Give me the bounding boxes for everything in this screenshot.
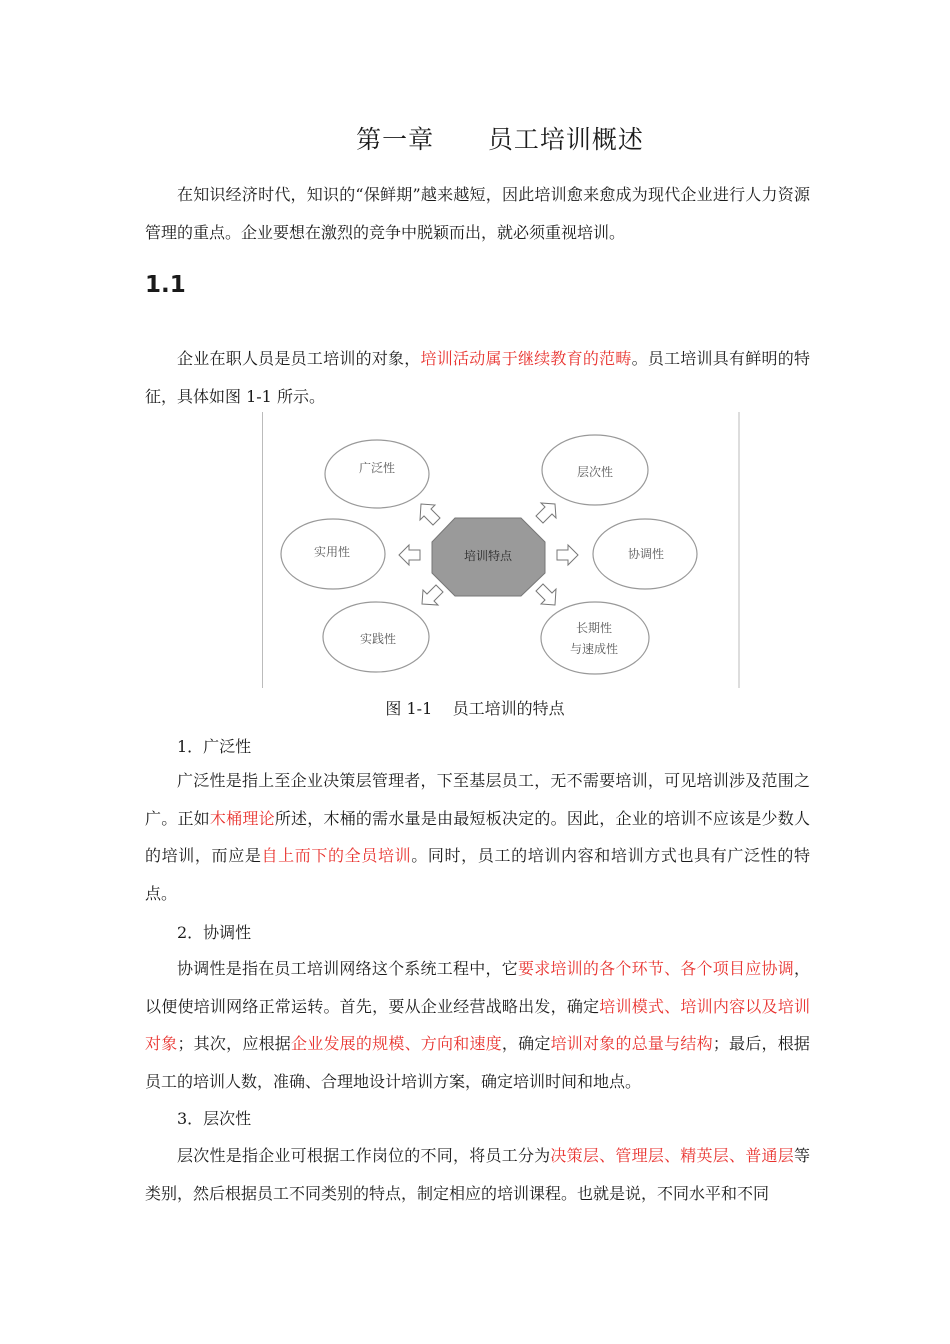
item-2-text-2: ， xyxy=(793,959,810,978)
item-2-highlight-3: 训对象 xyxy=(145,996,810,1053)
item-1-text-3: 所述，木桶的需水量是由最短板决定的。因此，企业的培训不应该是少 xyxy=(274,808,778,828)
item-2-highlight-5: 培训对象的总量与结构 xyxy=(550,1034,713,1053)
item-2-label: 2．协调性 xyxy=(177,923,252,942)
item-2-highlight-1: 要求培训的各个环节、各个项目应协调 xyxy=(517,959,794,978)
node-top-right xyxy=(542,435,648,505)
item-1-paragraph xyxy=(145,762,810,912)
arrow-up-left-icon xyxy=(420,504,440,525)
item-3-text-1: 层次性是指企业可根据工作岗位的不同，将员工分为 xyxy=(177,1146,551,1165)
node-mid-right xyxy=(593,519,697,589)
node-bottom-left xyxy=(323,602,429,672)
svg-text:层次性: 层次性 xyxy=(576,465,614,479)
section-text-2: 。员工培训具有鲜明的 xyxy=(631,349,794,368)
item-2-highlight-4: 企业发展的规模、方向和速度 xyxy=(291,1034,502,1053)
section-paragraph xyxy=(145,340,810,415)
intro-paragraph xyxy=(145,176,810,251)
svg-text:实用性: 实用性 xyxy=(313,545,351,559)
arrow-down-right-icon xyxy=(536,584,556,605)
item-3-text-2: 等类别，然后根据员工不同类别的特点，制定相应的培训课程。也就是说，不同水平和不同 xyxy=(145,1146,810,1203)
item-2-text-1: 协调性是指在员工培训网络这个系统工程中，它 xyxy=(177,959,518,978)
item-1-label: 1．广泛性 xyxy=(177,737,252,756)
item-1-highlight-2: 自上而下的全员培训 xyxy=(261,846,412,865)
training-features-diagram xyxy=(262,412,740,688)
intro-line-2: 源管理的重点。企业要想在激烈的竞争中脱颖而出，就必须重视培训。 xyxy=(145,185,810,242)
svg-text:与速成性: 与速成性 xyxy=(569,642,619,656)
item-3-label: 3．层次性 xyxy=(177,1109,252,1128)
item-1-text-5: 。同时，员工的培训内容和培训方式也具有广泛性 xyxy=(411,846,778,865)
chapter-title: 第一章 员工培训概述 xyxy=(356,125,644,154)
intro-line-1: 在知识经济时代，知识的“保鲜期”越来越短，因此培训愈来愈成为现代企业进行人力资 xyxy=(177,185,794,204)
item-2-text-5: ，确定 xyxy=(501,1034,551,1053)
svg-text:培训特点: 培训特点 xyxy=(463,549,513,563)
arrow-down-left-icon xyxy=(422,585,443,605)
svg-text:广泛性: 广泛性 xyxy=(358,461,396,475)
figure-caption: 图 1-1 员工培训的特点 xyxy=(385,699,565,718)
node-top-left xyxy=(325,440,429,508)
svg-text:协调性: 协调性 xyxy=(627,547,665,561)
item-3-highlight-1: 决策层、管理层、精英层、普通层 xyxy=(550,1146,794,1165)
item-2-paragraph xyxy=(145,950,810,1100)
arrow-up-right-icon xyxy=(536,503,556,523)
item-2-text-7: 根据员工的培训人数，准确、合理地设计培训方案，确定培训时间和地点。 xyxy=(145,1034,810,1091)
item-3-paragraph xyxy=(145,1137,810,1212)
section-text-1: 企业在职人员是员工培训的对象， xyxy=(177,349,421,368)
arrow-right-icon xyxy=(557,545,578,565)
svg-text:长期性: 长期性 xyxy=(575,621,613,635)
section-heading: 1.1 xyxy=(145,272,186,298)
item-2-text-3: 以便使培训网络正常运转。首先，要从企业经营战略出发，确定 xyxy=(145,996,600,1016)
item-2-text-6: ；最后， xyxy=(712,1034,778,1053)
node-mid-left xyxy=(281,519,385,589)
section-text-3: 特征，具体如图 1-1 所示。 xyxy=(145,349,810,406)
item-2-highlight-2: 培训模式、培训内容以及培 xyxy=(599,996,794,1016)
item-1-text-4: 数人的培训，而应是 xyxy=(145,808,810,865)
center-octagon xyxy=(432,518,545,596)
arrow-left-icon xyxy=(399,545,420,565)
svg-text:实践性: 实践性 xyxy=(359,632,397,646)
section-highlight: 培训活动属于继续教育的范畴 xyxy=(420,349,632,368)
item-1-text-6: 的特点。 xyxy=(145,846,810,903)
item-2-text-4: ；其次，应根据 xyxy=(177,1034,292,1053)
item-1-highlight-1: 木桶理论 xyxy=(209,808,275,828)
item-1-text-1: 广泛性是指上至企业决策层管理者，下至基层员工，无不需要培训，可见培训涉及范围 xyxy=(177,771,794,790)
node-bottom-right xyxy=(541,602,649,674)
item-1-text-2: 之广。正如 xyxy=(145,771,810,828)
